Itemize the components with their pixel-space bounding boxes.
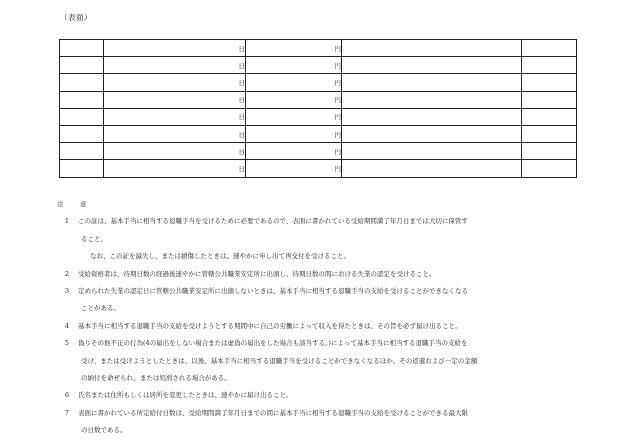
- amount-cell: 円: [246, 108, 342, 125]
- blank-cell: [522, 160, 577, 177]
- note-text: 基本手当に相当する退職手当の支給を受けようとする期間中に自己の労働によって収入を得たときは、その旨を必ず届け出ること。: [78, 321, 462, 330]
- amount-cell: 円: [246, 40, 342, 57]
- note-number: 1: [64, 217, 69, 226]
- note-item: [50, 283, 590, 300]
- blank-cell: [60, 40, 104, 57]
- note-subtext: なお、この証を滅失し、または損傷したときは、速やかに申し出て再交付を受けること。: [90, 252, 350, 261]
- days-cell: 日: [104, 91, 246, 108]
- blank-cell: [342, 143, 522, 160]
- note-number: 4: [64, 321, 69, 330]
- days-cell: 日: [104, 125, 246, 142]
- note-item: [50, 387, 590, 404]
- note-number: 7: [64, 408, 69, 417]
- blank-cell: [342, 40, 522, 57]
- blank-cell: [342, 160, 522, 177]
- blank-cell: [60, 74, 104, 91]
- note-continuation: [50, 231, 590, 248]
- blank-cell: [522, 91, 577, 108]
- note-item: [50, 213, 590, 230]
- note-number-spacer: [50, 422, 69, 439]
- table-row: [60, 143, 577, 160]
- note-number-spacer: [50, 370, 69, 387]
- amount-cell: 円: [246, 74, 342, 91]
- table-row: [60, 160, 577, 177]
- note-continuation: [50, 370, 590, 387]
- days-cell: 日: [104, 57, 246, 74]
- note-number-spacer: [50, 353, 69, 370]
- note-text: ことがある。: [81, 304, 120, 313]
- note-number: 5: [64, 339, 69, 348]
- blank-cell: [342, 125, 522, 142]
- note-text: の日数である。: [81, 426, 127, 435]
- note-text: 定められた失業の認定日に管轄公共職業安定所に出頭しないときは、基本手当に相当する退職手当の支給を受けることができなくなる: [78, 287, 468, 296]
- table-row: [60, 57, 577, 74]
- amount-cell: 円: [246, 91, 342, 108]
- blank-cell: [522, 125, 577, 142]
- table-row: [60, 74, 577, 91]
- blank-cell: [522, 57, 577, 74]
- days-cell: 日: [104, 160, 246, 177]
- blank-cell: [342, 108, 522, 125]
- blank-cell: [522, 74, 577, 91]
- note-continuation: [50, 422, 590, 439]
- blank-cell: [522, 108, 577, 125]
- note-number: 6: [64, 391, 69, 400]
- table-row: [60, 108, 577, 125]
- blank-cell: [342, 74, 522, 91]
- note-text: 受給資格者は、待期日数の経過後速やかに管轄公共職業安定所に出頭し、待期日数の間における失業の認定を受けること。: [78, 269, 436, 278]
- table-row: [60, 91, 577, 108]
- note-text: この証は、基本手当に相当する退職手当を受けるために必要であるので、表面に書かれている受給期間満了年月日までは大切に保管す: [78, 217, 468, 226]
- blank-cell: [342, 91, 522, 108]
- amount-cell: 円: [246, 125, 342, 142]
- notes-list: [50, 213, 590, 439]
- table-row: [60, 125, 577, 142]
- note-number-spacer: [50, 231, 69, 248]
- note-text: 表面に書かれている所定給付日数は、受給期間満了年月日までの間に基本手当に相当する退職手当の支給を受けることができる最大限: [78, 408, 468, 417]
- blank-cell: [522, 40, 577, 57]
- note-number: 2: [64, 269, 69, 278]
- table-row: [60, 40, 577, 57]
- note-text: ること。: [81, 234, 107, 243]
- notes-section: [50, 196, 590, 440]
- note-text: の納付を命ぜられ、または処罰される場合がある。: [81, 374, 231, 383]
- blank-cell: [60, 160, 104, 177]
- amount-cell: 円: [246, 160, 342, 177]
- blank-cell: [60, 143, 104, 160]
- blank-cell: [60, 125, 104, 142]
- blank-cell: [60, 108, 104, 125]
- note-item: [50, 335, 590, 352]
- days-cell: 日: [104, 143, 246, 160]
- blank-cell: [60, 91, 104, 108]
- days-cell: 日: [104, 40, 246, 57]
- note-text: 氏名または住所もしくは居所を変更したときは、速やかに届け出ること。: [78, 391, 293, 400]
- note-number: 3: [64, 287, 69, 296]
- payment-table: [59, 39, 577, 178]
- note-number-spacer: [50, 300, 69, 317]
- blank-cell: [522, 143, 577, 160]
- page-label: （表面）: [60, 13, 92, 22]
- blank-cell: [342, 57, 522, 74]
- notes-title: 注 意: [57, 200, 92, 208]
- note-item: [50, 405, 590, 422]
- blank-cell: [60, 57, 104, 74]
- note-item: [50, 318, 590, 335]
- note-text: 受け、または受けようとしたときは、以後、基本手当に相当する退職手当を受けることができなくなるほか、その返還および一定の金額: [81, 356, 478, 365]
- days-cell: 日: [104, 74, 246, 91]
- amount-cell: 円: [246, 143, 342, 160]
- note-item: [50, 266, 590, 283]
- amount-cell: 円: [246, 57, 342, 74]
- note-continuation: [50, 353, 590, 370]
- note-text: 偽りその他不正の行為(4の届出をしない場合または虚偽の届出をした場合も該当する。)によって基本手当に相当する退職手当の支給を: [78, 339, 468, 348]
- days-cell: 日: [104, 108, 246, 125]
- note-continuation: [50, 300, 590, 317]
